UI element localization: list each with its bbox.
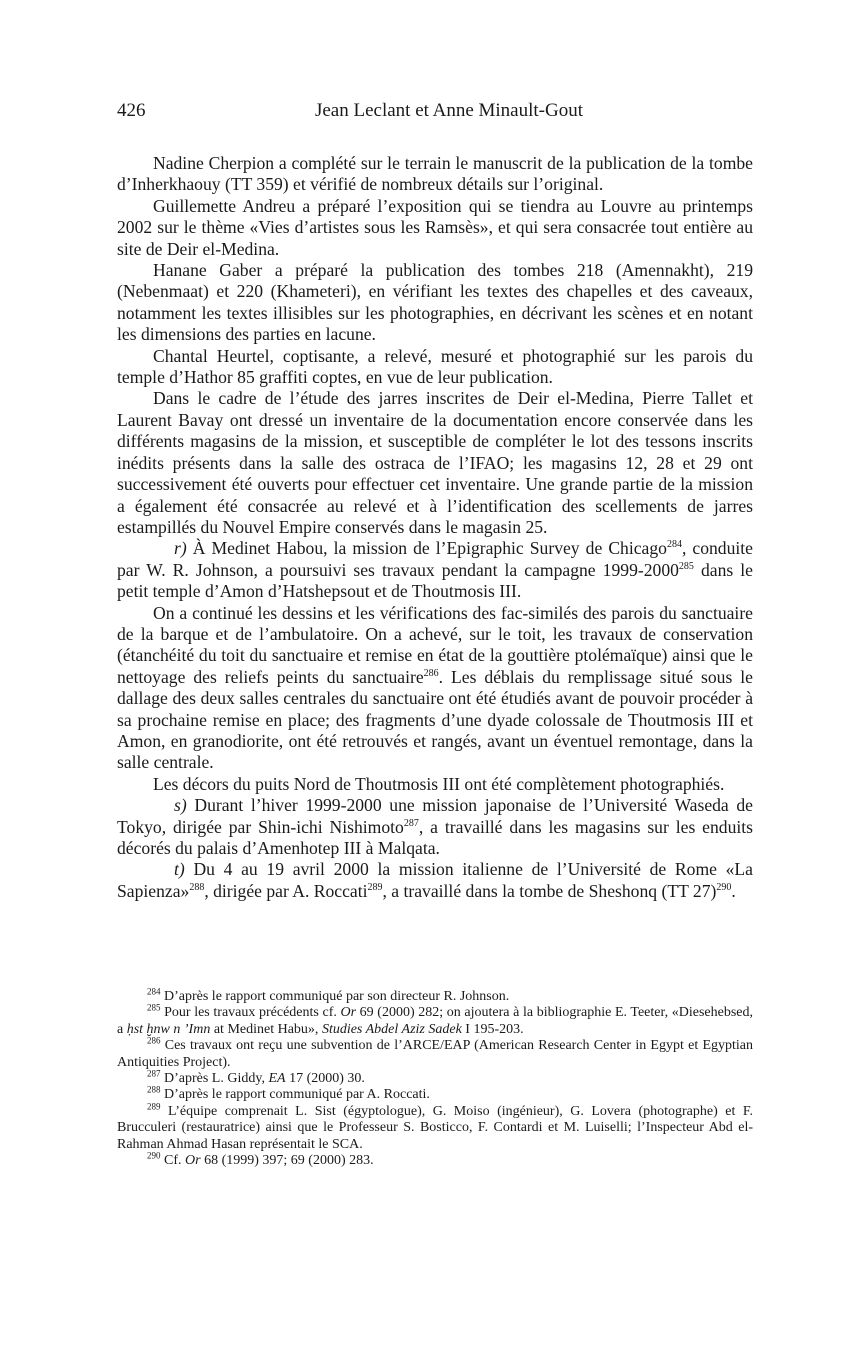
footnote-289: $^{289}$ L’équipe comprenait L. Sist (égyptologue), G. Moiso (ingénieur), G. Lovera (photographe) et F. Brucculeri (restauratrice) ainsi que le Professeur S. Bosticco, F. Contardi et M. Luiselli; l’Inspecteur Abd el-Rahman Ahmad Hasan représentait le SCA. — [117, 1101, 753, 1152]
page-header — [117, 100, 751, 130]
footnote-287: $^{287}$ D’après L. Giddy, EA 17 (2000) 30. — [147, 1068, 365, 1087]
footnote-285: $^{285}$ Pour les travaux précédents cf. Or 69 (2000) 282; on ajoutera à la bibliographie E. Teeter, «Diesehebsed, a ḥst ḫnw n ’Imn at Medinet Habu», Studies Abdel Aziz Sadek I 195-203. — [117, 1002, 753, 1037]
entry-marker: r) — [174, 538, 187, 559]
entry-marker: s) — [174, 795, 187, 816]
footnote-284: $^{284}$ D’après le rapport communiqué par son directeur R. Johnson. — [147, 986, 510, 1004]
paragraph-sapienza: t) Du 4 au 19 avril 2000 la mission italienne de l’Université de Rome «La Sapienza»$^{288}$, dirigée par A. Roccati$^{289}$, a travaillé dans la tombe de Sheshonq (TT 27)$^{290}$. — [117, 859, 753, 901]
paragraph-gaber: Hanane Gaber a préparé la publication des tombes 218 (Amennakht), 219 (Nebenmaat) et 220 (Khameteri), en vérifiant les textes des chapelles et des caveaux, notamment les textes illisibles sur les photographies, en décrivant les scènes et en notant les dimensions des parties en lacune. — [117, 260, 753, 345]
page-number: 426 — [117, 100, 146, 121]
footnote-290: $^{290}$ Cf. Or 68 (1999) 397; 69 (2000) 283. — [147, 1150, 374, 1169]
body-text — [117, 153, 753, 902]
paragraph-medinet-habou: r) À Medinet Habou, la mission de l’Epigraphic Survey de Chicago$^{284}$, conduite par W. R. Johnson, a poursuivi ses travaux pendant la campagne 1999-2000$^{285}$ dans le petit temple d’Amon d’Hatshepsout et de Thoutmosis III. — [117, 538, 753, 602]
paragraph-jarres: Dans le cadre de l’étude des jarres inscrites de Deir el-Medina, Pierre Tallet et Laurent Bavay ont dressé un inventaire de la documentation encore conservée dans les différents magasins de la mission, et susceptible de compléter le lot des tessons inscrits inédits présents dans la salle des ostraca de l’IFAO; les magasins 12, 28 et 29 ont successivement été ouverts pour effectuer cet inventaire. Une grande partie de la mission a également été consacrée au relevé et à l’identification des scellements de jarres estampillés du Nouvel Empire conservés dans le magasin 25. — [117, 388, 753, 537]
paragraph-waseda: s) Durant l’hiver 1999-2000 une mission japonaise de l’Université Waseda de Tokyo, dirigée par Shin-ichi Nishimoto$^{287}$, a travaillé dans les magasins sur les enduits décorés du palais d’Amenhotep III à Malqata. — [117, 795, 754, 858]
paragraph-puits: Les décors du puits Nord de Thoutmosis III ont été complètement photographiés. — [153, 773, 725, 794]
footnote-ref: 287 — [403, 817, 419, 829]
footnote-ref: 286 — [423, 667, 439, 679]
footnote-ref: 284 — [666, 539, 682, 551]
footnote-ref: 285 — [678, 560, 694, 572]
footnote-ref: 290 — [716, 881, 732, 893]
footnote-286: $^{286}$ Ces travaux ont reçu une subvention de l’ARCE/EAP (American Research Center in Egypt et Egyptian Antiquities Project). — [117, 1035, 753, 1070]
paragraph-dessins: On a continué les dessins et les vérifications des fac-similés des parois du sanctuaire de la barque et de l’ambulatoire. On a achevé, sur le toit, les travaux de conservation (étanchéité du toit du sanctuaire et remise en état de la gouttière ptolémaïque) ainsi que le nettoyage des reliefs peints du sanctuaire$^{286}$. Les déblais du remplissage situé sous le dallage des deux salles centrales du sanctuaire ont été étudiés avant de pouvoir procéder à sa prochaine remise en place; des fragments d’une dyade colossale de Thoutmosis III et Amon, en granodiorite, ont été retrouvés et rangés, avant un éventuel remontage, dans la salle centrale. — [117, 602, 753, 773]
paragraph-cherpion: Nadine Cherpion a complété sur le terrain le manuscrit de la publication de la tombe d’Inherkhaouy (TT 359) et vérifié de nombreux détails sur l’original. — [117, 153, 753, 195]
running-head: Jean Leclant et Anne Minault-Gout — [314, 100, 584, 121]
entry-marker: t) — [174, 859, 185, 880]
footnote-288: $^{288}$ D’après le rapport communiqué par A. Roccati. — [147, 1084, 430, 1103]
footnote-ref: 289 — [367, 881, 383, 893]
footnotes — [117, 986, 753, 1169]
paragraph-andreu: Guillemette Andreu a préparé l’exposition qui se tiendra au Louvre au printemps 2002 sur le thème «Vies d’artistes sous les Ramsès», et qui sera consacrée tout entière au site de Deir el-Medina. — [117, 195, 753, 259]
paragraph-heurtel: Chantal Heurtel, coptisante, a relevé, mesuré et photographié sur les parois du temple d’Hathor 85 graffiti coptes, en vue de leur publication. — [117, 345, 753, 388]
footnote-ref: 288 — [189, 881, 205, 893]
